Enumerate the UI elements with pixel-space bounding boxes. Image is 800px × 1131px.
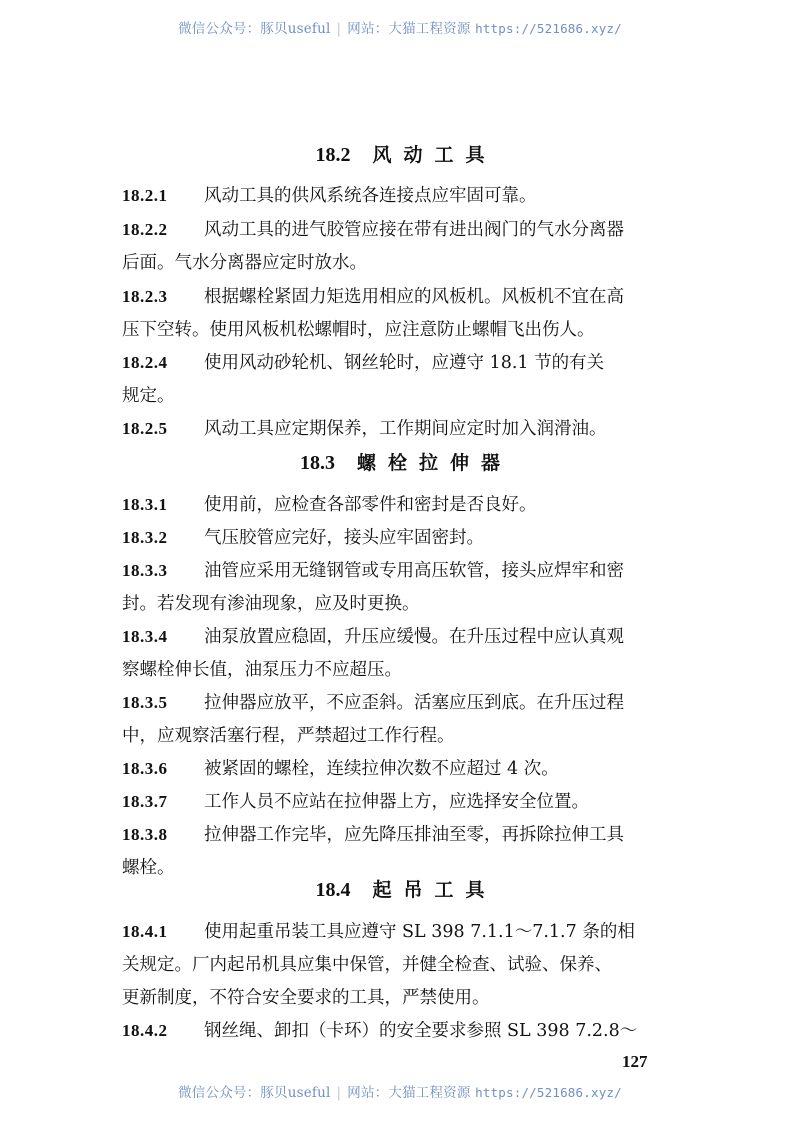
watermark-site: 网站：大猫工程资源 xyxy=(347,1085,471,1101)
clause-number: 18.3.5 xyxy=(122,693,168,712)
clause-number: 18.2.3 xyxy=(122,287,168,306)
clause-line xyxy=(122,1020,690,1042)
clause-text: 更新制度，不符合安全要求的工具，严禁使用。 xyxy=(122,988,490,1008)
clause-line xyxy=(122,319,690,341)
clause-line xyxy=(122,987,690,1009)
clause-number: 18.3.1 xyxy=(122,495,168,514)
clause-text: 风动工具的进气胶管应接在带有进出阀门的气水分离器 xyxy=(204,220,624,240)
clause-text: 使用风动砂轮机、钢丝轮时，应遵守 18.1 节的有关 xyxy=(204,353,605,373)
clause-text: 被紧固的螺栓，连续拉伸次数不应超过 4 次。 xyxy=(204,759,559,779)
clause-number: 18.2.4 xyxy=(122,353,168,372)
clause-text: 拉伸器应放平，不应歪斜。活塞应压到底。在升压过程 xyxy=(204,693,624,713)
clause-text: 中，应观察活塞行程，严禁超过工作行程。 xyxy=(122,726,455,746)
clause-line xyxy=(122,252,690,274)
clause-text: 风动工具的供风系统各连接点应牢固可靠。 xyxy=(204,186,537,206)
clause-text: 关规定。厂内起吊机具应集中保管，并健全检查、试验、保养、 xyxy=(122,955,612,975)
clause-line xyxy=(122,219,690,241)
clause-text: 钢丝绳、卸扣（卡环）的安全要求参照 SL 398 7.2.8～ xyxy=(204,1021,638,1041)
clause-line xyxy=(122,352,690,374)
clause-number: 18.3.3 xyxy=(122,561,168,580)
clause-text: 封。若发现有渗油现象，应及时更换。 xyxy=(122,594,420,614)
clause-text: 规定。 xyxy=(122,386,175,406)
clause-number: 18.3.2 xyxy=(122,528,168,547)
clause-line xyxy=(122,593,690,615)
watermark-wechat: 微信公众号：豚贝useful xyxy=(178,21,331,37)
clause-line xyxy=(122,725,690,747)
clause-text: 拉伸器工作完毕，应先降压排油至零，再拆除拉伸工具 xyxy=(204,825,624,845)
clause-number: 18.2.5 xyxy=(122,419,168,438)
watermark-header xyxy=(0,17,800,37)
clause-line xyxy=(122,692,690,714)
clause-line xyxy=(122,185,690,207)
watermark-footer xyxy=(0,1081,800,1101)
section-title: 起吊工具 xyxy=(372,879,497,901)
clause-number: 18.3.7 xyxy=(122,792,168,811)
clause-text: 油泵放置应稳固，升压应缓慢。在升压过程中应认真观 xyxy=(204,627,624,647)
section-title: 风动工具 xyxy=(372,144,497,166)
clause-text: 工作人员不应站在拉伸器上方，应选择安全位置。 xyxy=(204,792,589,812)
section-number: 18.4 xyxy=(315,879,351,901)
clause-text: 使用起重吊装工具应遵守 SL 398 7.1.1～7.1.7 条的相 xyxy=(204,922,635,942)
section-number: 18.3 xyxy=(299,452,335,474)
watermark-separator: | xyxy=(336,1085,342,1101)
clause-line xyxy=(122,758,690,780)
section-title: 螺栓拉伸器 xyxy=(356,452,512,474)
clause-line xyxy=(122,527,690,549)
clause-line xyxy=(122,921,690,943)
clause-line xyxy=(122,418,690,440)
clause-line xyxy=(122,494,690,516)
clause-line xyxy=(122,659,690,681)
watermark-url: https://521686.xyz/ xyxy=(475,21,622,36)
clause-text: 压下空转。使用风板机松螺帽时，应注意防止螺帽飞出伤人。 xyxy=(122,320,595,340)
clause-line xyxy=(122,286,690,308)
section-heading xyxy=(122,875,690,902)
clause-text: 后面。气水分离器应定时放水。 xyxy=(122,253,367,273)
clause-number: 18.2.1 xyxy=(122,186,168,205)
clause-line xyxy=(122,626,690,648)
clause-text: 察螺栓伸长值，油泵压力不应超压。 xyxy=(122,660,402,680)
clause-number: 18.3.4 xyxy=(122,627,168,646)
watermark-wechat: 微信公众号：豚贝useful xyxy=(178,1085,331,1101)
clause-text: 螺栓。 xyxy=(122,858,175,878)
clause-number: 18.4.2 xyxy=(122,1021,168,1040)
clause-text: 风动工具应定期保养，工作期间应定时加入润滑油。 xyxy=(204,419,607,439)
watermark-separator: | xyxy=(336,21,342,37)
clause-text: 根据螺栓紧固力矩选用相应的风板机。风板机不宜在高 xyxy=(204,287,624,307)
clause-number: 18.2.2 xyxy=(122,220,168,239)
watermark-url: https://521686.xyz/ xyxy=(475,1085,622,1100)
clause-line xyxy=(122,824,690,846)
clause-line xyxy=(122,954,690,976)
clause-line xyxy=(122,385,690,407)
watermark-site: 网站：大猫工程资源 xyxy=(347,21,471,37)
page-number: 127 xyxy=(622,1052,648,1071)
clause-text: 气压胶管应完好，接头应牢固密封。 xyxy=(204,528,484,548)
clause-number: 18.4.1 xyxy=(122,922,168,941)
clause-text: 油管应采用无缝钢管或专用高压软管，接头应焊牢和密 xyxy=(204,561,624,581)
section-heading xyxy=(122,140,690,167)
section-number: 18.2 xyxy=(315,144,351,166)
clause-text: 使用前，应检查各部零件和密封是否良好。 xyxy=(204,495,537,515)
clause-number: 18.3.8 xyxy=(122,825,168,844)
clause-number: 18.3.6 xyxy=(122,759,168,778)
clause-line xyxy=(122,560,690,582)
clause-line xyxy=(122,791,690,813)
section-heading xyxy=(122,448,690,475)
